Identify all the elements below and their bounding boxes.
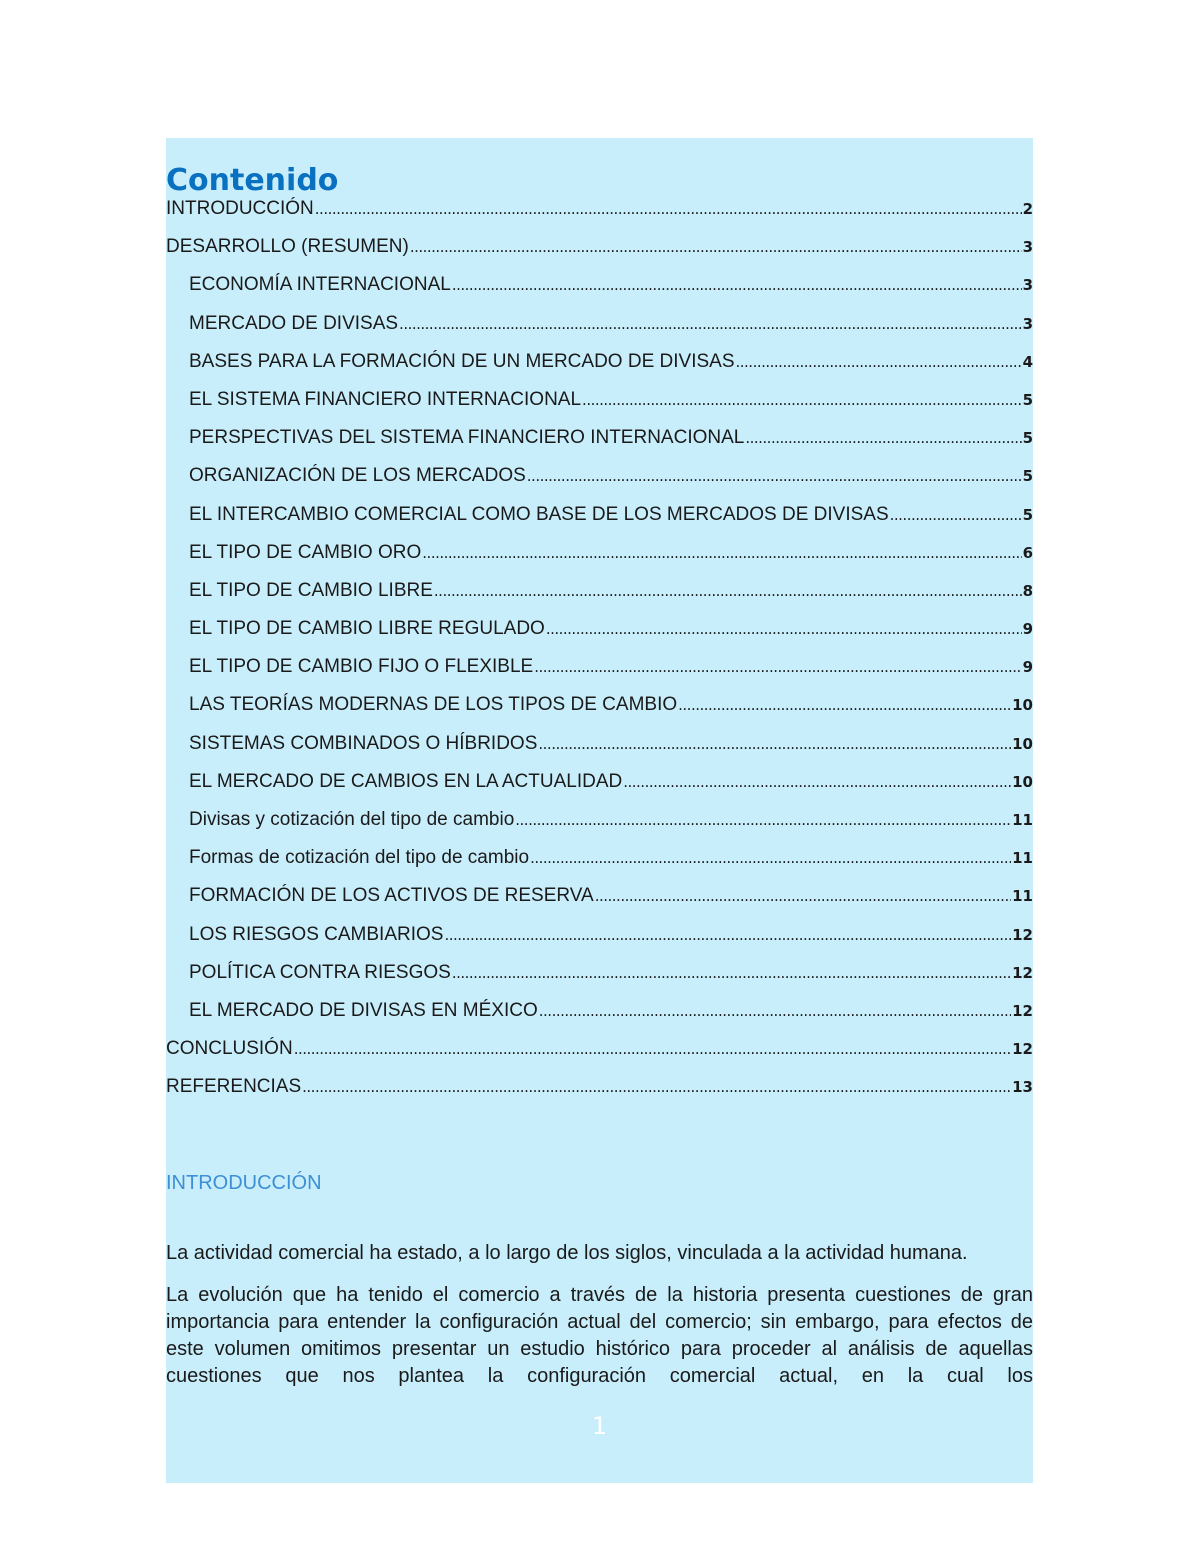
toc-entry-page: 2 [1022, 200, 1033, 218]
toc-entry-page: 12 [1012, 925, 1033, 944]
toc-entry-page: 5 [1022, 429, 1033, 448]
toc-entry-text: ECONOMÍA INTERNACIONAL [189, 274, 451, 296]
toc-entry[interactable] [166, 236, 1033, 274]
toc-entry-page: 4 [1022, 352, 1033, 371]
introduction-paragraph-2: La evolución que ha tenido el comercio a través de la historia presenta cuestiones de gran importancia para entender la configuración actual del comercio; sin embargo, para efectos de este volumen omitimos presentar un estudio histórico para proceder al análisis de aquellas cuestiones que nos plantea la configuración comercial actual, en la cual los [166, 1284, 1033, 1387]
toc-entry-text: ORGANIZACIÓN DE LOS MERCADOS [189, 465, 526, 487]
toc-entry-text: LAS TEORÍAS MODERNAS DE LOS TIPOS DE CAMBIO [189, 694, 678, 716]
introduction-heading: INTRODUCCIÓN [166, 1172, 322, 1194]
toc-entry[interactable] [166, 694, 1033, 732]
toc-entry[interactable] [166, 198, 1033, 236]
toc-dot-leader [745, 429, 1021, 447]
toc-entry[interactable] [166, 962, 1033, 1000]
toc-dot-leader [530, 849, 1011, 867]
toc-dot-leader [515, 811, 1011, 829]
toc-entry-page: 8 [1022, 581, 1033, 600]
toc-entry-page: 3 [1022, 238, 1033, 257]
toc-entry-text: SISTEMAS COMBINADOS O HÍBRIDOS [189, 732, 538, 754]
toc-dot-leader [302, 1078, 1011, 1096]
toc-entry[interactable] [166, 351, 1033, 389]
toc-entry-page: 11 [1012, 849, 1033, 868]
toc-dot-leader [527, 467, 1022, 485]
toc-entry-text: POLÍTICA CONTRA RIESGOS [189, 961, 451, 983]
introduction-paragraph-1: La actividad comercial ha estado, a lo largo de los siglos, vinculada a la actividad humana. [166, 1242, 968, 1264]
toc-entry[interactable] [166, 618, 1033, 656]
toc-dot-leader [294, 1040, 1011, 1058]
toc-entry[interactable] [166, 542, 1033, 580]
toc-dot-leader [410, 238, 1022, 256]
toc-entry-page: 9 [1022, 620, 1033, 639]
toc-dot-leader [678, 696, 1011, 714]
toc-entry-text: Formas de cotización del tipo de cambio [189, 847, 530, 869]
toc-dot-leader [399, 315, 1022, 333]
toc-entry-text: EL MERCADO DE DIVISAS EN MÉXICO [189, 999, 538, 1021]
toc-entry[interactable] [166, 924, 1033, 962]
toc-entry-page: 10 [1012, 696, 1033, 715]
toc-entry-text: LOS RIESGOS CAMBIARIOS [189, 923, 444, 945]
toc-dot-leader [623, 773, 1011, 791]
toc-dot-leader [452, 964, 1011, 982]
toc-entry-page: 12 [1012, 1040, 1033, 1059]
toc-entry-text: EL INTERCAMBIO COMERCIAL COMO BASE DE LOS MERCADOS DE DIVISAS [189, 503, 889, 525]
toc-entry[interactable] [166, 465, 1033, 503]
toc-entry-page: 3 [1022, 276, 1033, 295]
toc-dot-leader [736, 353, 1022, 371]
toc-entry[interactable] [166, 1038, 1033, 1076]
toc-entry-page: 5 [1022, 390, 1033, 409]
toc-dot-leader [539, 1002, 1011, 1020]
toc-entry-text: MERCADO DE DIVISAS [189, 312, 399, 334]
toc-entry[interactable] [166, 733, 1033, 771]
toc-dot-leader [434, 582, 1022, 600]
toc-entry-page: 5 [1022, 467, 1033, 486]
toc-entry[interactable] [166, 1000, 1033, 1038]
toc-entry[interactable] [166, 771, 1033, 809]
toc-entry[interactable] [166, 580, 1033, 618]
toc-entry[interactable] [166, 274, 1033, 312]
toc-entry-page: 10 [1012, 734, 1033, 753]
toc-dot-leader [546, 620, 1022, 638]
toc-entry-text: INTRODUCCIÓN [166, 198, 314, 219]
toc-entry-text: DESARROLLO (RESUMEN) [166, 236, 409, 258]
toc-entry-page: 11 [1012, 887, 1033, 906]
toc-entry-text: EL TIPO DE CAMBIO LIBRE REGULADO [189, 618, 545, 640]
toc-dot-leader [452, 276, 1022, 294]
toc-entry-page: 11 [1012, 811, 1033, 829]
toc-dot-leader [538, 735, 1011, 753]
toc-entry-page: 3 [1022, 314, 1033, 333]
toc-entry[interactable] [166, 885, 1033, 923]
toc-entry-text: EL TIPO DE CAMBIO ORO [189, 541, 422, 563]
toc-entry-text: BASES PARA LA FORMACIÓN DE UN MERCADO DE DIVISAS [189, 350, 735, 372]
toc-dot-leader [422, 544, 1021, 562]
toc-entry[interactable] [166, 389, 1033, 427]
toc-entry[interactable] [166, 313, 1033, 351]
toc-entry-page: 6 [1022, 543, 1033, 562]
toc-entry-text: FORMACIÓN DE LOS ACTIVOS DE RESERVA [189, 885, 594, 907]
toc-entry-text: CONCLUSIÓN [166, 1038, 293, 1060]
toc-entry[interactable] [166, 504, 1033, 542]
toc-dot-leader [315, 200, 1022, 218]
toc-dot-leader [444, 926, 1011, 944]
document-page [166, 138, 1033, 1483]
toc-entry[interactable] [166, 427, 1033, 465]
toc-entry[interactable] [166, 656, 1033, 694]
toc-entry-text: EL TIPO DE CAMBIO FIJO O FLEXIBLE [189, 656, 534, 678]
toc-entry[interactable] [166, 809, 1033, 847]
toc-entry-text: PERSPECTIVAS DEL SISTEMA FINANCIERO INTERNACIONAL [189, 427, 745, 449]
toc-entry-text: EL TIPO DE CAMBIO LIBRE [189, 579, 433, 601]
toc-entry-page: 12 [1012, 963, 1033, 982]
toc-entry-text: EL SISTEMA FINANCIERO INTERNACIONAL [189, 388, 582, 410]
toc-title: Contenido [166, 163, 339, 198]
table-of-contents [166, 198, 1033, 1115]
toc-entry[interactable] [166, 1076, 1033, 1114]
toc-entry-text: EL MERCADO DE CAMBIOS EN LA ACTUALIDAD [189, 770, 623, 792]
toc-entry-page: 10 [1012, 772, 1033, 791]
toc-entry-page: 13 [1012, 1078, 1033, 1097]
toc-entry-text: REFERENCIAS [166, 1076, 302, 1098]
toc-dot-leader [595, 887, 1011, 905]
toc-entry-page: 5 [1022, 505, 1033, 524]
page-number: 1 [591, 1412, 608, 1440]
toc-dot-leader [534, 658, 1021, 676]
toc-entry[interactable] [166, 847, 1033, 885]
toc-entry-text: Divisas y cotización del tipo de cambio [189, 809, 515, 830]
toc-dot-leader [582, 391, 1022, 409]
toc-dot-leader [890, 506, 1022, 524]
toc-entry-page: 12 [1012, 1001, 1033, 1020]
toc-entry-page: 9 [1022, 658, 1033, 677]
